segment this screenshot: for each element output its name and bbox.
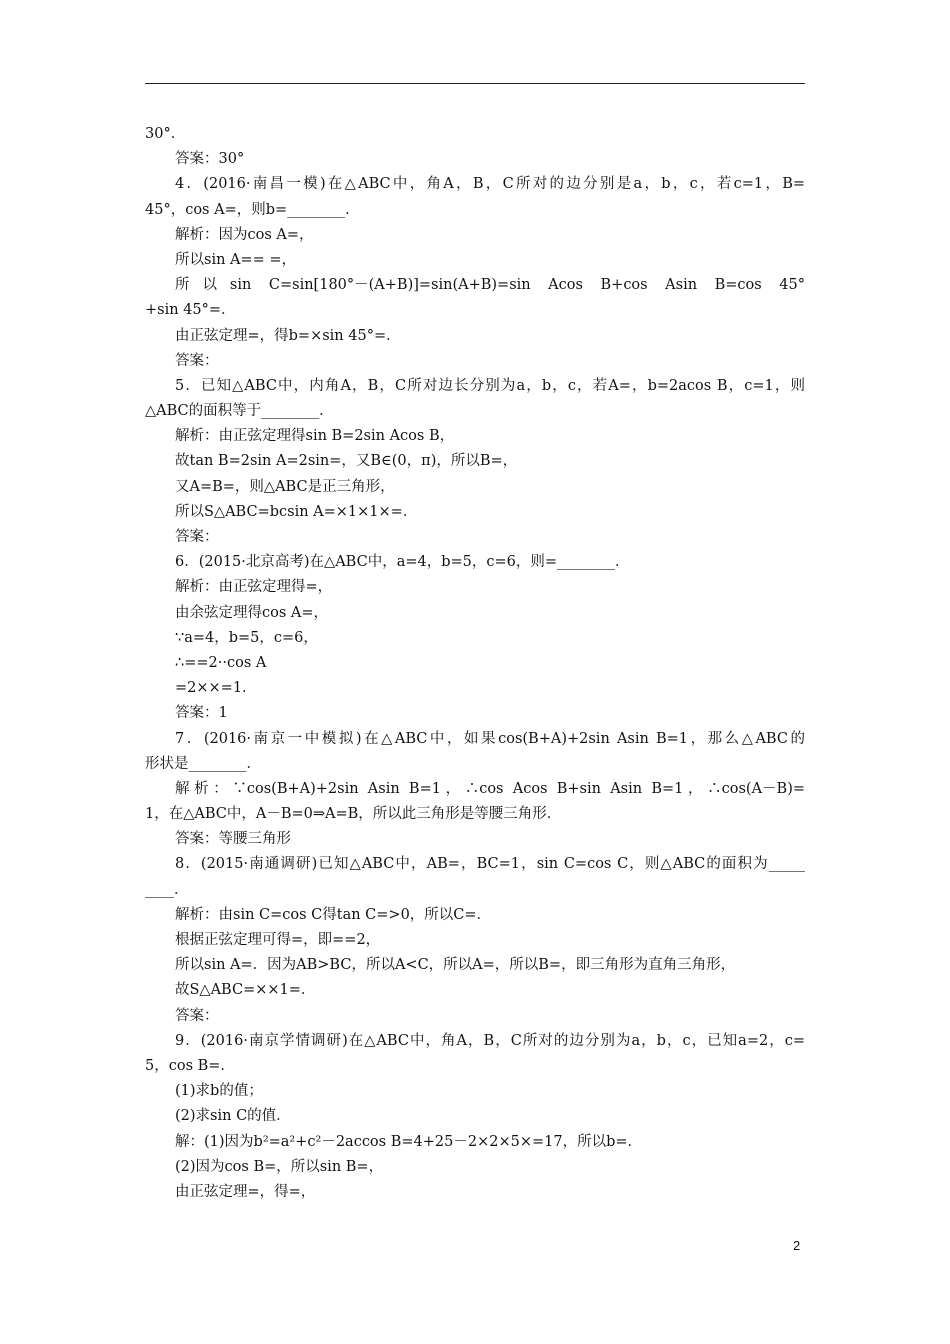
header-rule [145,83,805,84]
text-line: 答案：等腰三角形 [175,831,291,848]
text-line: 所以S△ABC=bcsin A=×1×1×=． [175,503,418,520]
text-line: 9．(2016·南京学情调研)在△ABC中，角A，B，C所对的边分别为a，b，c，已知a=2，c= [175,1032,805,1049]
text-line: 4．(2016·南昌一模)在△ABC中，角A，B，C所对的边分别是a，b，c，若c=1，B= [175,176,805,193]
text-line: 30°． [145,126,186,142]
text-line: 5．已知△ABC中，内角A，B，C所对边长分别为a，b，c，若A=，b=2acos B，c=1，则 [175,377,805,394]
text-line: 6．(2015·北京高考)在△ABC中，a=4，b=5，c=6，则=________． [175,554,630,571]
text-line: (2)求sin C的值． [175,1108,291,1125]
text-line: 答案：1 [175,705,228,722]
text-line: 由正弦定理=，得=， [175,1183,316,1200]
text-line: 解析：∵cos(B+A)+2sin Asin B=1，∴cos Acos B+sin Asin B=1，∴cos(A－B)= [175,780,805,797]
text-line: ____． [145,881,189,898]
text-line: 根据正弦定理可得=，即==2， [175,932,381,948]
text-line: +sin 45°=． [145,302,236,319]
text-line: 解析：由sin C=cos C得tan C=>0，所以C=． [175,906,492,923]
text-line: 答案： [175,529,219,545]
text-line: △ABC的面积等于________． [145,403,334,420]
text-line: 答案： [175,352,219,369]
text-line: 故S△ABC=××1=． [175,982,316,999]
text-line: 所以sin A=．因为AB>BC，所以A<C，所以A=，所以B=，即三角形为直角三角形， [175,957,736,974]
text-line: 答案： [175,1007,219,1024]
text-line: (1)求b的值； [175,1083,263,1100]
text-line: 由余弦定理得cos A=， [175,604,329,621]
page-number: 2 [793,1238,801,1253]
text-line: 所以sin C=sin[180°－(A+B)]=sin(A+B)=sin Acos B+cos Asin B=cos 45° [175,277,805,294]
text-line: 答案：30° [175,151,245,168]
text-line: 又A=B=，则△ABC是正三角形， [175,478,395,495]
text-line: 解：(1)因为b²=a²+c²－2accos B=4+25－2×2×5×=17，所以b=． [175,1133,643,1150]
text-line: 解析：因为cos A=， [175,226,314,243]
text-line: 解析：由正弦定理得=， [175,579,333,596]
text-line: 8．(2015·南通调研)已知△ABC中，AB=，BC=1，sin C=cos C，则△ABC的面积为_____ [175,856,805,873]
text-line: ∴==2··cos A [175,654,267,671]
text-line: 故tan B=2sin A=2sin=，又B∈(0，π)，所以B=， [175,453,518,470]
text-line: =2××=1． [175,680,257,697]
text-line: 5，cos B=． [145,1057,235,1074]
text-line: 所以sin A== =， [175,251,297,268]
text-line: 由正弦定理=，得b=×sin 45°=． [175,327,401,344]
text-line: 解析：由正弦定理得sin B=2sin Acos B， [175,428,455,445]
text-line: ∵a=4，b=5，c=6， [175,629,318,646]
text-line: 1，在△ABC中，A－B=0⇒A=B，所以此三角形是等腰三角形． [145,806,562,823]
text-line: 45°，cos A=，则b=________． [145,201,360,218]
text-line: (2)因为cos B=，所以sin B=， [175,1158,384,1175]
text-line: 7．(2016·南京一中模拟)在△ABC中，如果cos(B+A)+2sin Asin B=1，那么△ABC的 [175,730,805,747]
document-body [145,122,805,1205]
text-line: 形状是________． [145,755,261,772]
